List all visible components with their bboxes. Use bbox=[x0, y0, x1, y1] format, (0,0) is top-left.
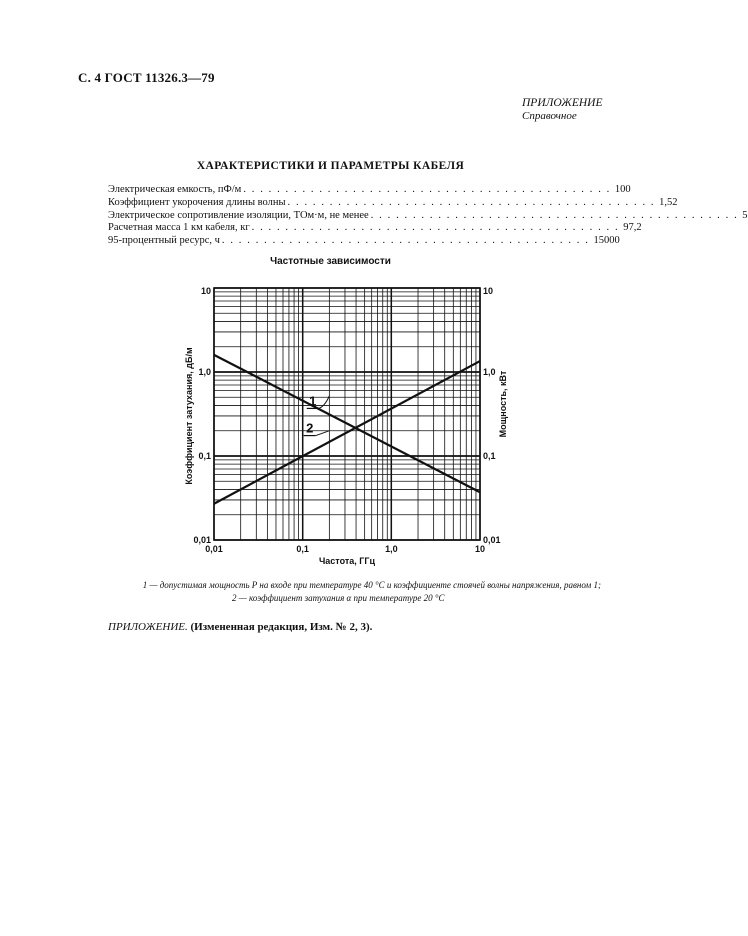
caption-number: 1 bbox=[142, 580, 148, 590]
curve-label-1: 1 bbox=[309, 393, 317, 409]
dot-leader: . . . . . . . . . . . . . . . . . . . . . . . . . . . . . . . . . . . . . . . . . . . . bbox=[243, 184, 611, 195]
x-tick-label: 1,0 bbox=[385, 544, 398, 554]
parameter-value: 5 bbox=[742, 209, 748, 221]
parameter-label: Расчетная масса 1 км кабеля, кг bbox=[108, 222, 250, 234]
parameters-list bbox=[108, 184, 748, 248]
curve-label-layer bbox=[304, 393, 330, 435]
caption-line-1 bbox=[0, 580, 661, 590]
y-right-tick-label: 10 bbox=[483, 286, 494, 296]
amendment-note bbox=[108, 621, 372, 633]
caption-number: 2 bbox=[232, 593, 237, 603]
page-header: С. 4 ГОСТ 11326.3—79 bbox=[78, 70, 215, 85]
parameter-value: 1,52 bbox=[659, 196, 678, 208]
parameter-label: 95-процентный ресурс, ч bbox=[108, 235, 220, 247]
parameter-value: 97,2 bbox=[623, 222, 642, 234]
y-axis-left-label: Коэффициент затухания, дБ/м bbox=[184, 347, 194, 485]
dot-leader: . . . . . . . . . . . . . . . . . . . . . . . . . . . . . . . . . . . . . . . . . . . . bbox=[251, 222, 620, 234]
plot-frame bbox=[214, 288, 480, 540]
parameter-row bbox=[108, 235, 620, 248]
dot-leader: . . . . . . . . . . . . . . . . . . . . . . . . . . . . . . . . . . . . . . . . . . . . bbox=[287, 196, 656, 208]
parameter-row bbox=[108, 209, 748, 223]
y-left-tick-label: 10 bbox=[200, 286, 211, 296]
caption-text: — коэффициент затухания α при температуре 20 °С bbox=[236, 593, 445, 603]
tick-label-layer bbox=[193, 286, 500, 554]
y-right-tick-label: 1,0 bbox=[483, 367, 496, 377]
x-tick-label: 0,1 bbox=[296, 544, 309, 554]
parameter-label: Электрическая емкость, пФ/м bbox=[108, 184, 242, 195]
y-right-tick-label: 0,1 bbox=[483, 451, 496, 461]
note-italic: ПРИЛОЖЕНИЕ. bbox=[108, 621, 188, 633]
parameter-row bbox=[108, 196, 678, 210]
main-title: ХАРАКТЕРИСТИКИ И ПАРАМЕТРЫ КАБЕЛЯ bbox=[196, 160, 465, 172]
parameter-value: 100 bbox=[614, 184, 631, 195]
parameter-label: Коэффициент укорочения длины волны bbox=[108, 196, 286, 208]
chart-title: Частотные зависимости bbox=[270, 256, 391, 267]
curve-label-leader bbox=[319, 396, 330, 409]
x-axis-label: Частота, ГГц bbox=[318, 556, 376, 566]
series-line-2 bbox=[214, 361, 480, 504]
chart-grid bbox=[214, 288, 480, 540]
appendix-title: ПРИЛОЖЕНИЕ bbox=[522, 97, 603, 109]
y-left-tick-label: 0,01 bbox=[193, 535, 211, 545]
curve-label-leader bbox=[316, 431, 330, 436]
parameter-value: 15000 bbox=[593, 235, 620, 247]
x-tick-label: 0,01 bbox=[205, 544, 223, 554]
caption-line-2 bbox=[232, 593, 445, 603]
parameter-row bbox=[108, 184, 631, 197]
dot-leader: . . . . . . . . . . . . . . . . . . . . . . . . . . . . . . . . . . . . . . . . . . . . bbox=[221, 235, 590, 247]
note-bold: (Измененная редакция, Изм. № 2, 3). bbox=[187, 621, 373, 633]
y-right-tick-label: 0,01 bbox=[483, 535, 501, 545]
x-tick-label: 10 bbox=[474, 544, 486, 554]
y-left-tick-label: 1,0 bbox=[198, 367, 211, 377]
parameter-label: Электрическое сопротивление изоляции, ТОм·м, не менее bbox=[108, 209, 369, 221]
y-axis-right-label: Мощность, кВт bbox=[498, 370, 508, 438]
dot-leader: . . . . . . . . . . . . . . . . . . . . . . . . . . . . . . . . . . . . . . . . . . . . bbox=[370, 209, 739, 221]
curve-label-2: 2 bbox=[306, 420, 314, 436]
appendix-subtitle: Справочное bbox=[522, 110, 577, 122]
parameter-row bbox=[108, 222, 642, 235]
caption-text: — допустимая мощность P на входе при температуре 40 °С и коэффициенте стоячей волны напряжения, равном 1; bbox=[147, 580, 601, 590]
y-left-tick-label: 0,1 bbox=[198, 451, 211, 461]
frequency-chart bbox=[170, 268, 530, 568]
